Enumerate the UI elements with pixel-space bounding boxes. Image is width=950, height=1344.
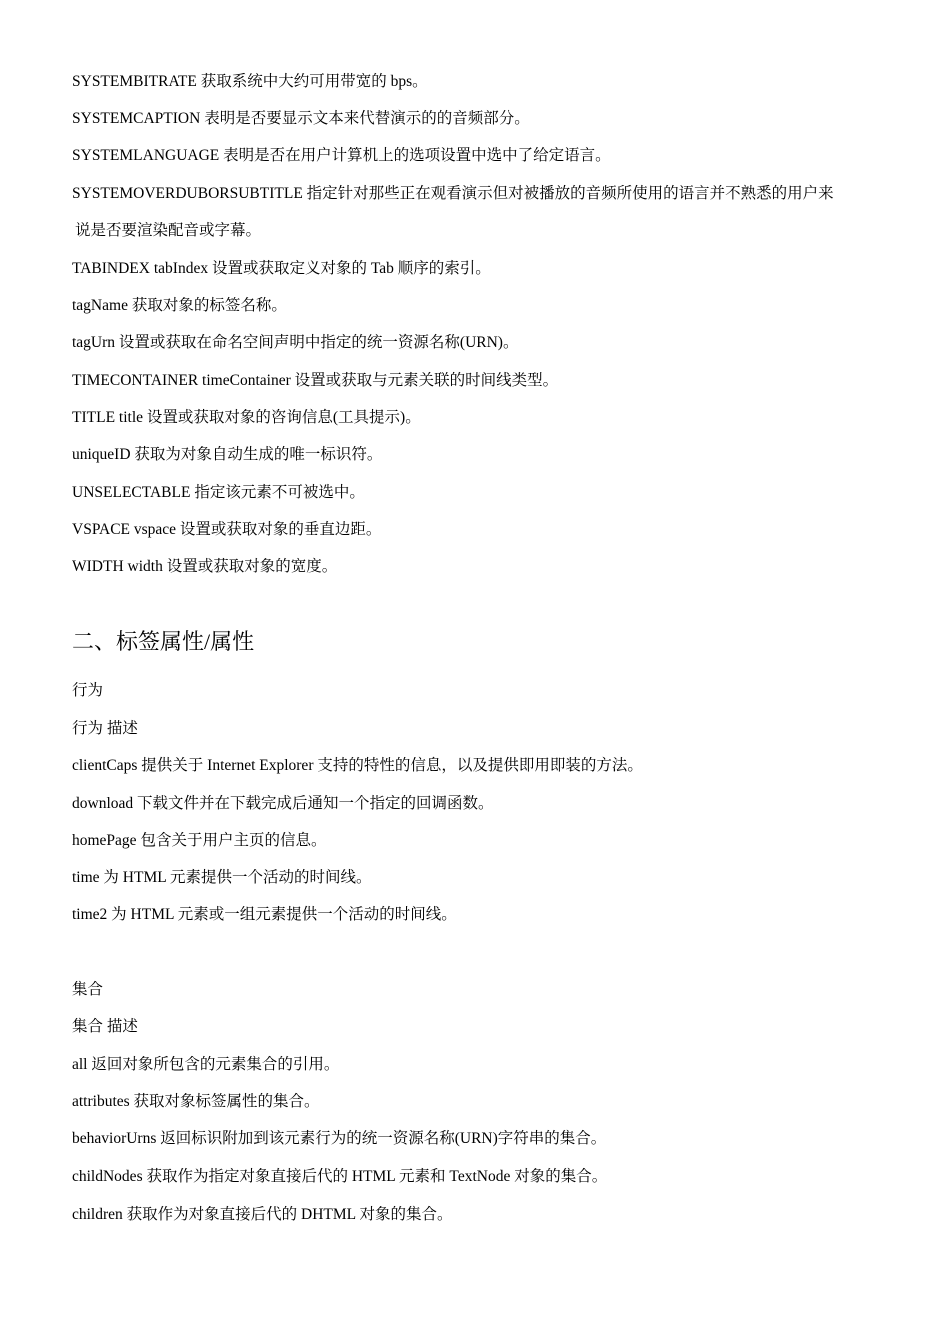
- section-heading: 二、标签属性/属性: [72, 629, 255, 654]
- text-line-systemlanguage: SYSTEMLANGUAGE 表明是否在用户计算机上的选项设置中选中了给定语言。: [72, 147, 611, 164]
- list-item-clientcaps: clientCaps 提供关于 Internet Explorer 支持的特性的信息，以及提供即用即装的方法。: [72, 757, 643, 774]
- behaviors-header: 行为 描述: [72, 720, 138, 737]
- text-line-systemoverduborsubtitle: SYSTEMOVERDUBORSUBTITLE 指定针对那些正在观看演示但对被播放的音频所使用的语言并不熟悉的用户来: [72, 185, 834, 202]
- text-line-systembitrate: SYSTEMBITRATE 获取系统中大约可用带宽的 bps。: [72, 73, 428, 90]
- text-line-timecontainer: TIMECONTAINER timeContainer 设置或获取与元素关联的时间线类型。: [72, 372, 559, 389]
- collections-title: 集合: [72, 981, 104, 998]
- list-item-time2: time2 为 HTML 元素或一组元素提供一个活动的时间线。: [72, 906, 457, 923]
- list-item-children: children 获取作为对象直接后代的 DHTML 对象的集合。: [72, 1206, 453, 1223]
- text-line-uniqueid: uniqueID 获取为对象自动生成的唯一标识符。: [72, 446, 383, 463]
- text-line-tagname: tagName 获取对象的标签名称。: [72, 297, 287, 314]
- list-item-behaviorurns: behaviorUrns 返回标识附加到该元素行为的统一资源名称(URN)字符串的集合。: [72, 1130, 607, 1147]
- list-item-childnodes: childNodes 获取作为指定对象直接后代的 HTML 元素和 TextNode 对象的集合。: [72, 1168, 608, 1185]
- list-item-all: all 返回对象所包含的元素集合的引用。: [72, 1056, 340, 1073]
- collections-header: 集合 描述: [72, 1018, 138, 1035]
- text-line-tagurn: tagUrn 设置或获取在命名空间声明中指定的统一资源名称(URN)。: [72, 334, 519, 351]
- text-line-tabindex: TABINDEX tabIndex 设置或获取定义对象的 Tab 顺序的索引。: [72, 260, 491, 277]
- list-item-time: time 为 HTML 元素提供一个活动的时间线。: [72, 869, 372, 886]
- text-line-title: TITLE title 设置或获取对象的咨询信息(工具提示)。: [72, 409, 421, 426]
- text-line-unselectable: UNSELECTABLE 指定该元素不可被选中。: [72, 484, 365, 501]
- text-line-width: WIDTH width 设置或获取对象的宽度。: [72, 558, 338, 575]
- list-item-attributes: attributes 获取对象标签属性的集合。: [72, 1093, 320, 1110]
- text-line-systemcaption: SYSTEMCAPTION 表明是否要显示文本来代替演示的的音频部分。: [72, 110, 530, 127]
- text-line-systemoverduborsubtitle-cont: 说是否要渲染配音或字幕。: [75, 222, 262, 239]
- list-item-homepage: homePage 包含关于用户主页的信息。: [72, 832, 327, 849]
- behaviors-title: 行为: [72, 682, 104, 699]
- list-item-download: download 下载文件并在下载完成后通知一个指定的回调函数。: [72, 795, 494, 812]
- text-line-vspace: VSPACE vspace 设置或获取对象的垂直边距。: [72, 521, 382, 538]
